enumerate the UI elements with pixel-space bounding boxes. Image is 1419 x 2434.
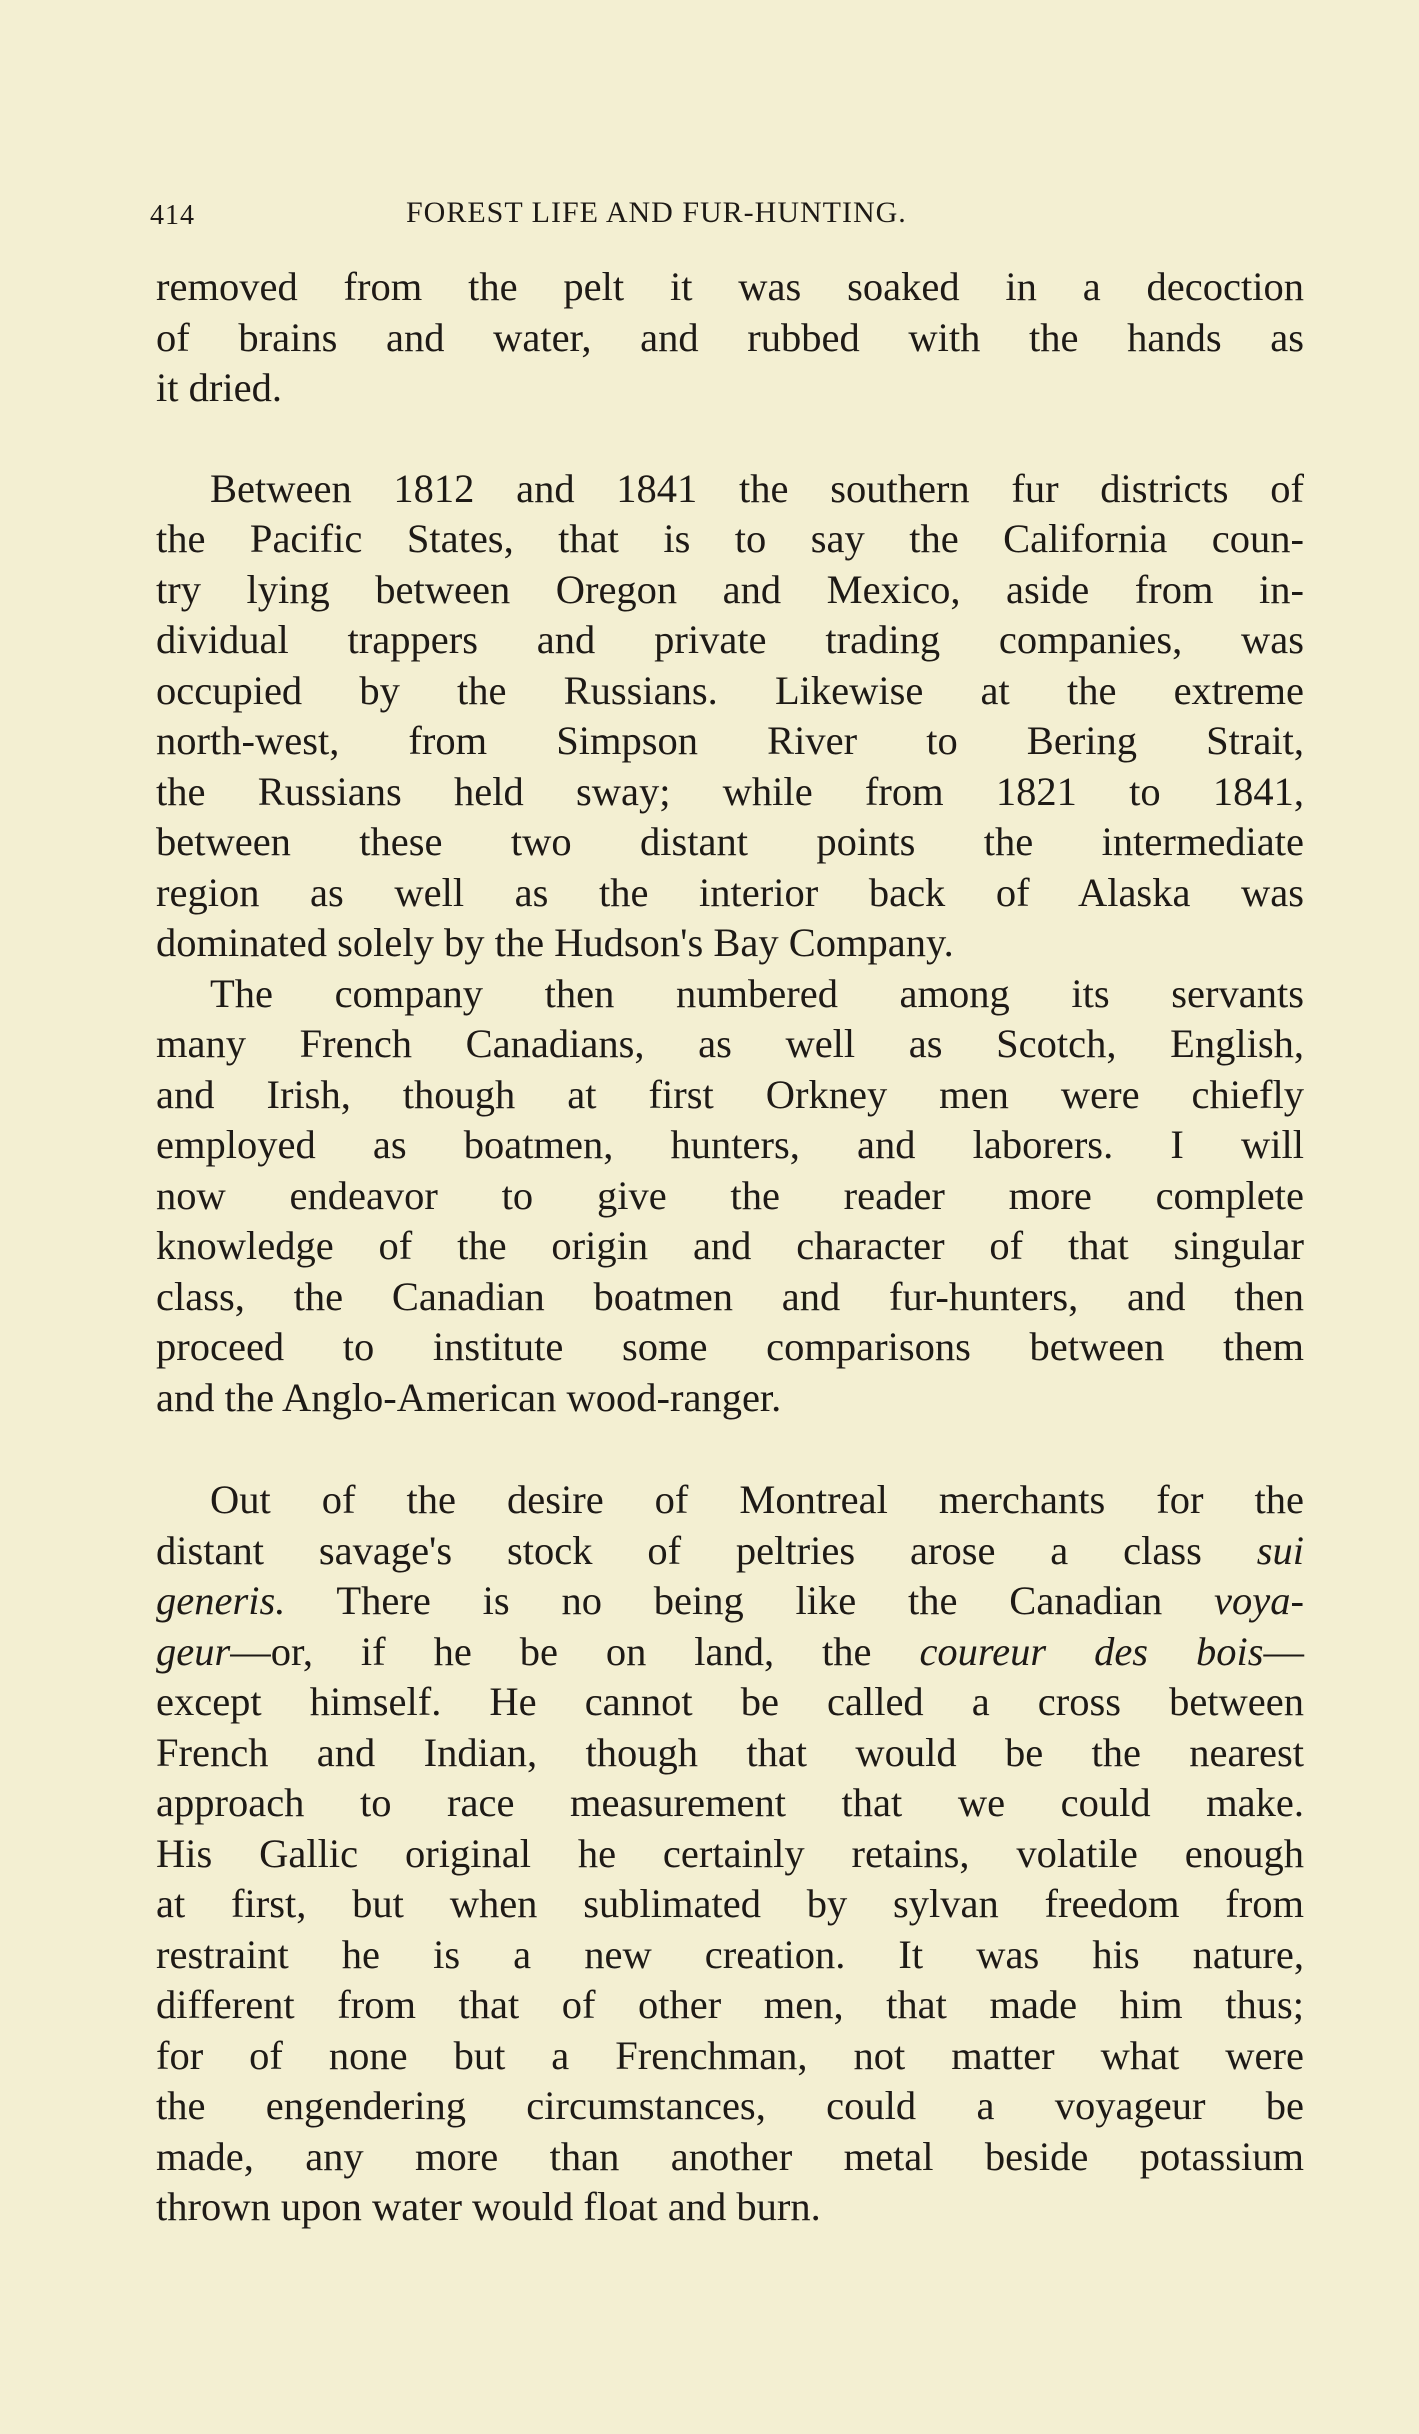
text-line: occupied by the Russians. Likewise at the extreme <box>156 667 1304 713</box>
text-line: the engendering circumstances, could a voyageur be <box>156 2083 1304 2128</box>
text-line: proceed to institute some comparisons between them <box>156 1324 1304 1369</box>
text-line: French and Indian, though that would be the nearest <box>156 1729 1304 1775</box>
page-header <box>150 188 1300 248</box>
text-line: it dried. <box>156 365 282 410</box>
text-line: the Russians held sway; while from 1821 to 1841, <box>156 768 1304 814</box>
text-line: Out of the desire of Montreal merchants for the <box>210 1477 1304 1522</box>
text-line: geur—or, if he be on land, the coureur des bois— <box>156 1628 1304 1674</box>
text-line: The company then numbered among its servants <box>210 970 1304 1016</box>
text-line: except himself. He cannot be called a cross between <box>156 1679 1304 1724</box>
text-line: now endeavor to give the reader more complete <box>156 1172 1304 1218</box>
body-text <box>156 262 1304 2233</box>
text-line: dominated solely by the Hudson's Bay Company. <box>156 920 954 965</box>
text-line: try lying between Oregon and Mexico, aside from in- <box>156 566 1304 612</box>
page-number: 414 <box>150 200 195 231</box>
text-line: approach to race measurement that we could make. <box>156 1780 1304 1825</box>
text-line: many French Canadians, as well as Scotch, English, <box>156 1021 1304 1066</box>
text-line: dividual trappers and private trading companies, was <box>156 617 1304 662</box>
text-line: His Gallic original he certainly retains, volatile enough <box>156 1830 1304 1876</box>
text-line: region as well as the interior back of Alaska was <box>156 869 1304 915</box>
text-line: knowledge of the origin and character of that singular <box>156 1223 1304 1268</box>
text-line: of brains and water, and rubbed with the hands as <box>156 314 1304 360</box>
text-line: made, any more than another metal beside potassium <box>156 2133 1304 2179</box>
text-line: and the Anglo-American wood-ranger. <box>156 1374 782 1420</box>
text-line: at first, but when sublimated by sylvan freedom from <box>156 1881 1304 1926</box>
text-line: different from that of other men, that made him thus; <box>156 1982 1304 2027</box>
text-line: generis. There is no being like the Canadian voya- <box>156 1578 1304 1623</box>
text-line: restraint he is a new creation. It was his nature, <box>156 1931 1304 1977</box>
paragraph-russians <box>156 464 1304 969</box>
text-line: Between 1812 and 1841 the southern fur districts of <box>210 465 1304 511</box>
text-line: class, the Canadian boatmen and fur-hunters, and then <box>156 1273 1304 1319</box>
text-line: removed from the pelt it was soaked in a decoction <box>156 264 1304 309</box>
paragraph-voyageur <box>156 1475 1304 2233</box>
text-line: between these two distant points the intermediate <box>156 819 1304 864</box>
paragraph-company <box>156 969 1304 1424</box>
text-line: the Pacific States, that is to say the California coun- <box>156 516 1304 561</box>
running-title: FOREST LIFE AND FUR-HUNTING. <box>406 196 907 229</box>
text-line: employed as boatmen, hunters, and laborers. I will <box>156 1122 1304 1167</box>
text-line: and Irish, though at first Orkney men were chiefly <box>156 1071 1304 1117</box>
text-line: for of none but a Frenchman, not matter what were <box>156 2032 1304 2078</box>
paragraph-continued <box>156 262 1304 414</box>
text-line: thrown upon water would float and burn. <box>156 2184 821 2229</box>
text-line: north-west, from Simpson River to Bering Strait, <box>156 718 1304 763</box>
text-line: distant savage's stock of peltries arose a class sui <box>156 1527 1304 1573</box>
